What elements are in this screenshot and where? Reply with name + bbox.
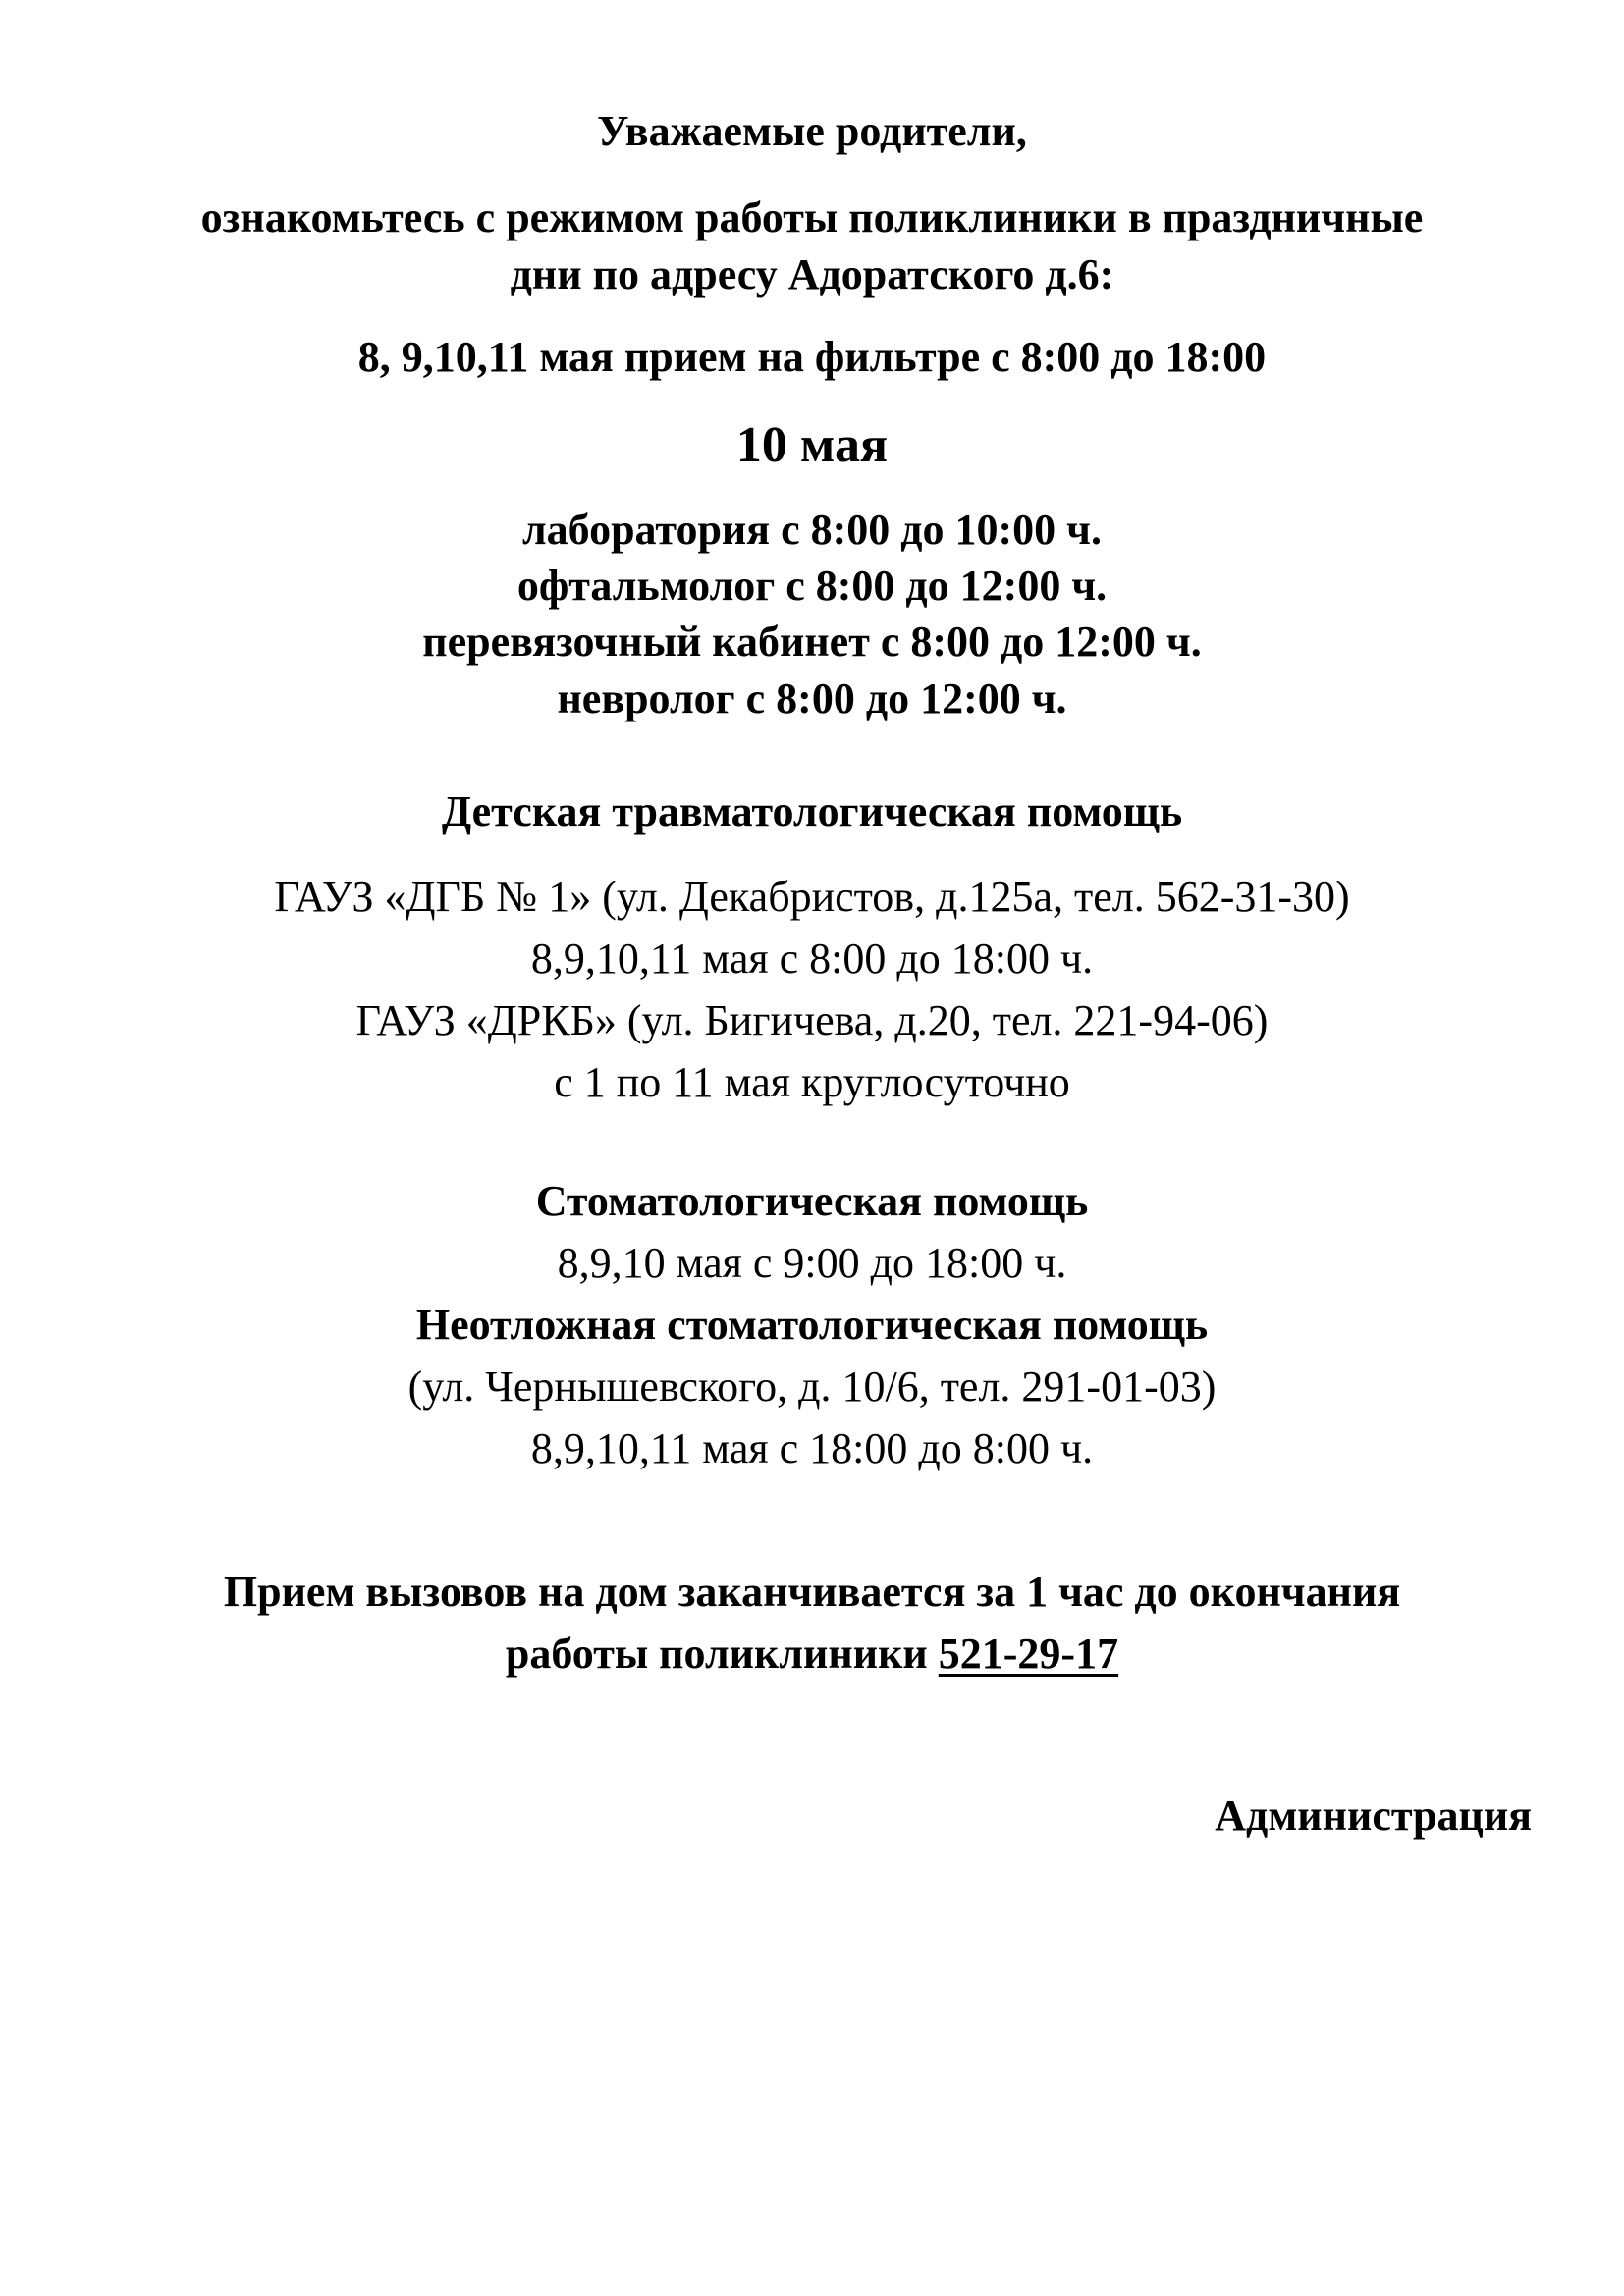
home-calls-line-1: Прием вызовов на дом заканчивается за 1 час до окончания <box>223 1568 1401 1616</box>
intro-line-2: дни по адресу Адоратского д.6: <box>510 250 1114 298</box>
trauma-line-4: с 1 по 11 мая круглосуточно <box>554 1058 1070 1106</box>
filter-schedule: 8, 9,10,11 мая прием на фильтре с 8:00 до 18:00 <box>357 333 1267 381</box>
special-day-item-ophthalmologist: офтальмолог с 8:00 до 12:00 ч. <box>516 561 1108 610</box>
intro-line-1: ознакомьтесь с режимом работы поликлиники в праздничные <box>200 193 1424 241</box>
trauma-line-2: 8,9,10,11 мая с 8:00 до 18:00 ч. <box>530 934 1094 983</box>
dental-heading: Стоматологическая помощь <box>535 1177 1089 1225</box>
home-calls-phone: 521-29-17 <box>938 1629 1119 1678</box>
special-day-title: 10 мая <box>735 417 889 473</box>
trauma-line-3: ГАУЗ «ДРКБ» (ул. Бигичева, д.20, тел. 221-94-06) <box>355 996 1269 1044</box>
special-day-item-laboratory: лаборатория с 8:00 до 10:00 ч. <box>521 506 1102 554</box>
urgent-dental-line-1: (ул. Чернышевского, д. 10/6, тел. 291-01-03) <box>407 1362 1217 1411</box>
special-day-item-neurologist: невролог с 8:00 до 12:00 ч. <box>557 674 1067 722</box>
home-calls-line-2 <box>0 1629 1624 1678</box>
dental-line: 8,9,10 мая с 9:00 до 18:00 ч. <box>557 1239 1067 1287</box>
trauma-line-1: ГАУЗ «ДГБ № 1» (ул. Декабристов, д.125а, тел. 562-31-30) <box>274 873 1350 921</box>
greeting: Уважаемые родители, <box>597 107 1027 155</box>
home-calls-prefix: работы поликлиники <box>505 1629 939 1678</box>
urgent-dental-line-2: 8,9,10,11 мая с 18:00 до 8:00 ч. <box>530 1424 1094 1472</box>
urgent-dental-heading: Неотложная стоматологическая помощь <box>415 1301 1209 1349</box>
special-day-item-dressing-room: перевязочный кабинет с 8:00 до 12:00 ч. <box>422 617 1202 666</box>
signature: Администрация <box>1215 1791 1532 1840</box>
trauma-heading: Детская травматологическая помощь <box>441 787 1183 835</box>
